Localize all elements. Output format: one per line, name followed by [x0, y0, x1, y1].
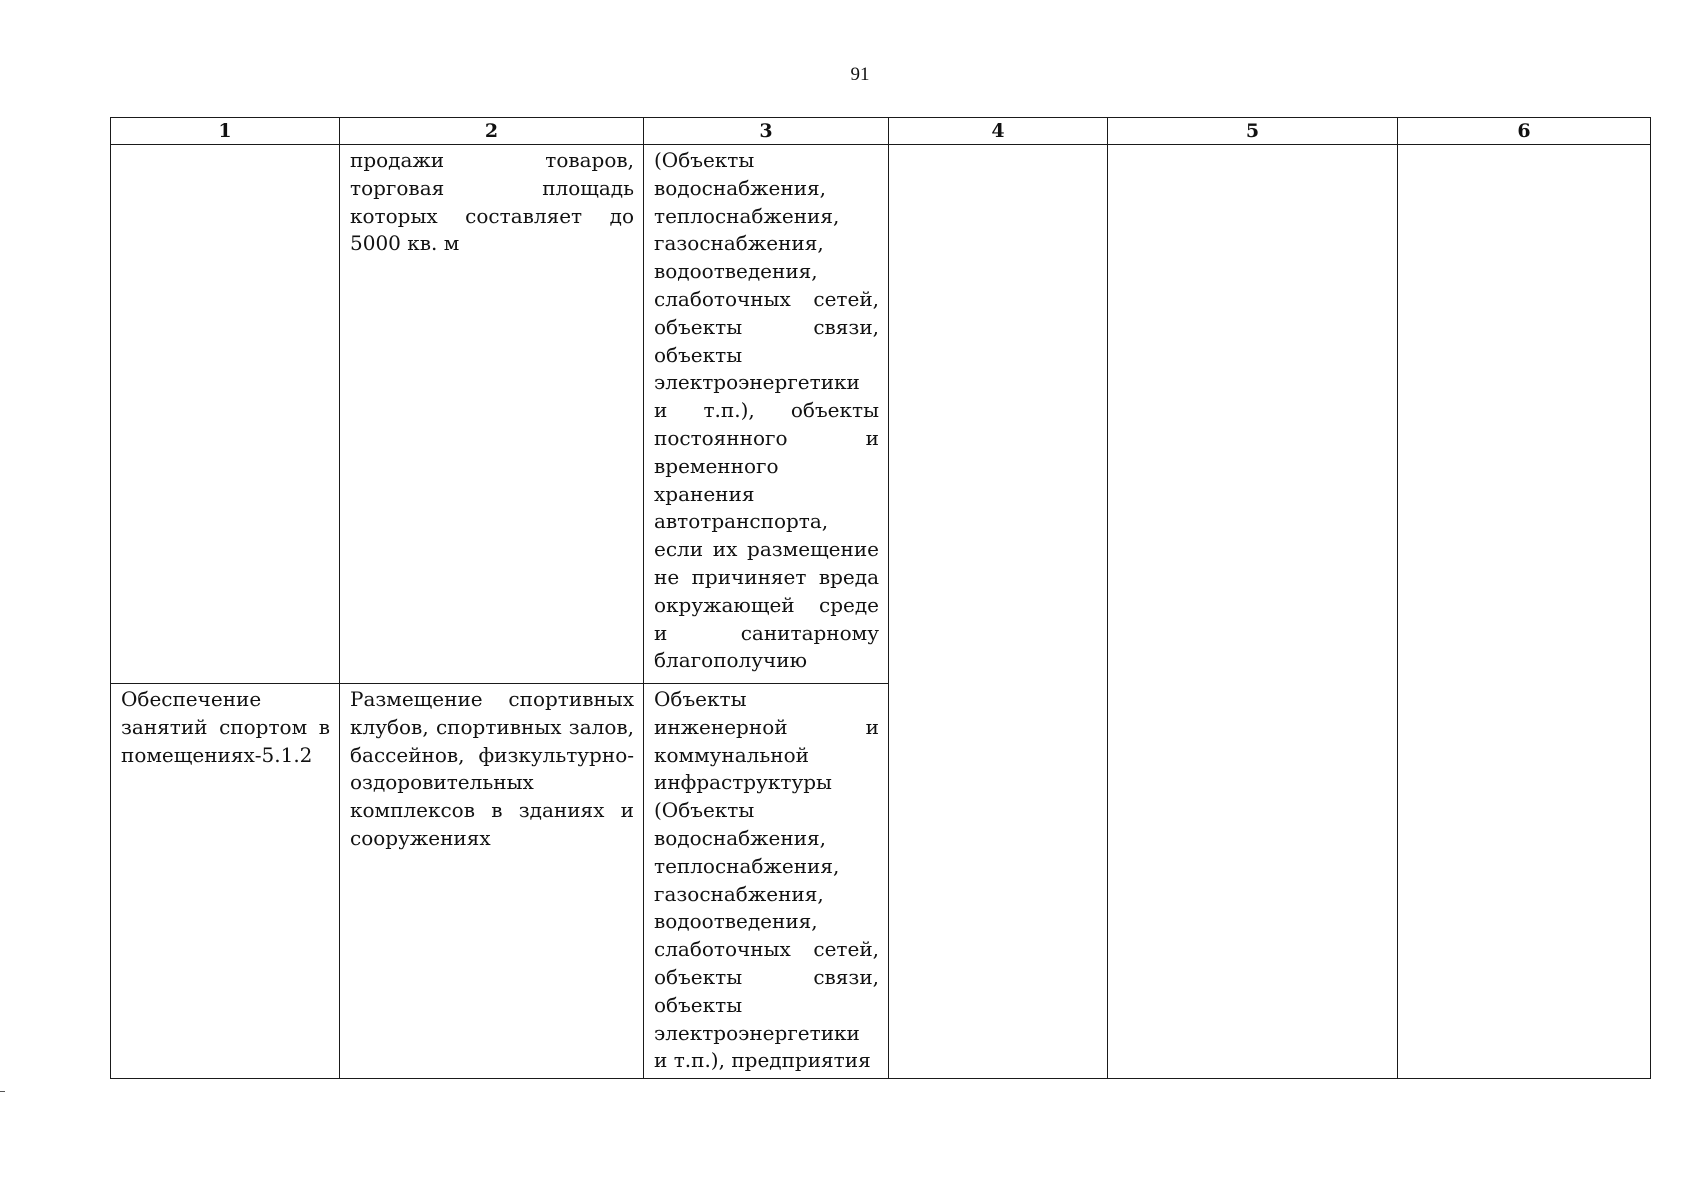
column-6-cell	[1398, 145, 1651, 1079]
column-header: 2	[340, 118, 644, 145]
column-5-cell	[1108, 145, 1398, 1079]
table-header-row	[111, 118, 1651, 145]
table-row	[111, 145, 1651, 684]
column-header: 6	[1398, 118, 1651, 145]
land-use-description-cell: Размещение спортивных клубов, спортивных залов, бассейнов, физкультурно-оздоровительных комплексов в зданиях и сооружениях	[340, 684, 644, 1079]
permitted-objects-cell: Объекты инженерной и коммунальной инфраструктуры (Объекты водоснабжения, теплоснабжения, газоснабжения, водоотведения, слаботочных сетей, объекты связи, объекты электроэнергетики и т.п.), предприятия	[644, 684, 889, 1079]
zoning-table	[110, 117, 1651, 1079]
permitted-objects-cell: (Объекты водоснабжения, теплоснабжения, газоснабжения, водоотведения, слаботочных сетей, объекты связи, объекты электроэнергетики и т.п.), объекты постоянного и временного хранения автотранспорта, если их размещение не причиняет вреда окружающей среде и санитарному благополучию	[644, 145, 889, 684]
margin-mark	[0, 1091, 5, 1092]
column-header: 3	[644, 118, 889, 145]
column-header: 4	[889, 118, 1108, 145]
land-use-type-cell: Обеспечение занятий спортом в помещениях-5.1.2	[111, 684, 340, 1079]
land-use-description-cell: продажи товаров, торговая площадь которых составляет до 5000 кв. м	[340, 145, 644, 684]
page-number: 91	[850, 64, 870, 85]
column-4-cell	[889, 145, 1108, 1079]
land-use-type-cell	[111, 145, 340, 684]
column-header: 5	[1108, 118, 1398, 145]
column-header: 1	[111, 118, 340, 145]
